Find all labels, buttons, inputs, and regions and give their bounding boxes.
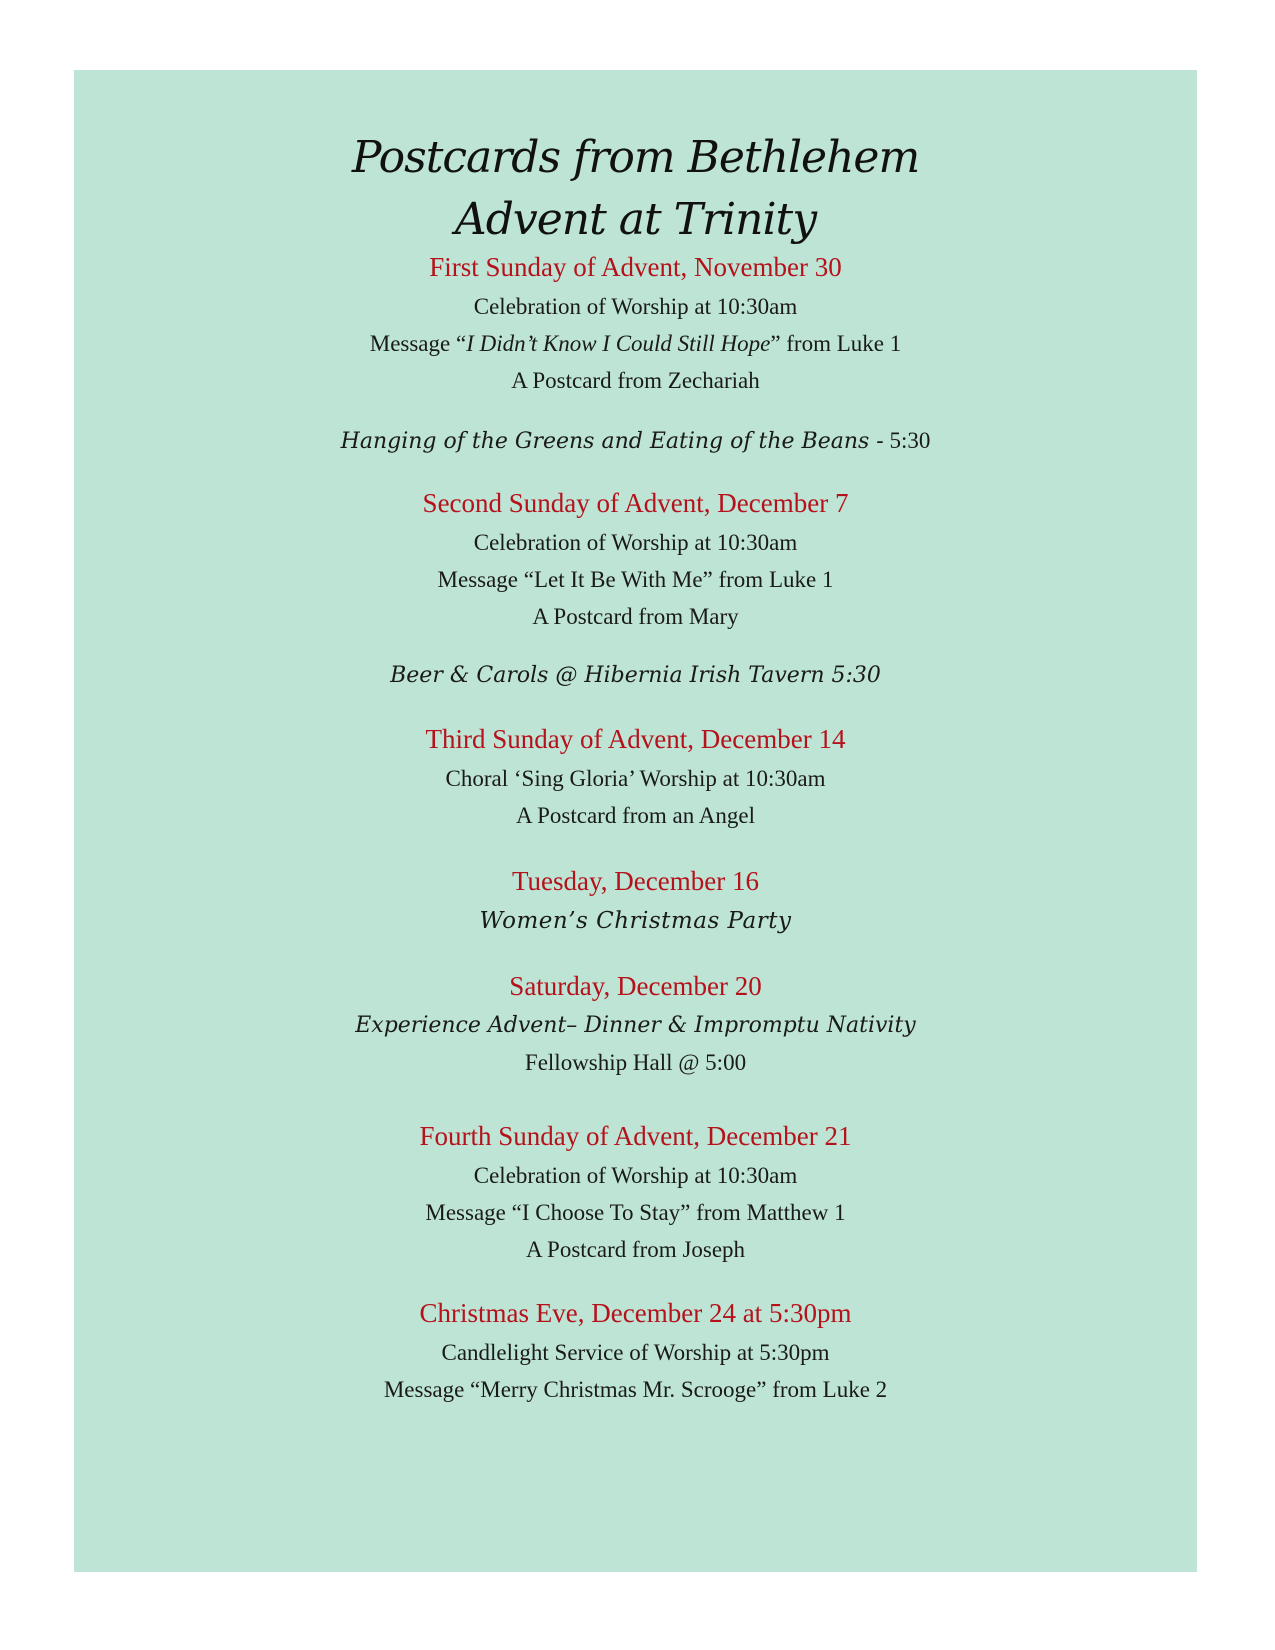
week4-worship: Celebration of Worship at 10:30am [473,1163,798,1188]
saturday-event: Experience Advent– Dinner & Impromptu Nativity [355,1013,916,1038]
title-line-2: Advent at Trinity [454,194,817,245]
flyer-panel [74,70,1197,1572]
week2-message: Message “Let It Be With Me” from Luke 1 [437,567,834,592]
week3-heading: Third Sunday of Advent, December 14 [425,724,846,754]
week1-event-time: 5:30 [883,428,931,453]
week4-message: Message “I Choose To Stay” from Matthew 1 [425,1200,846,1225]
title-line-1: Postcards from Bethlehem [351,132,920,183]
week4-heading: Fourth Sunday of Advent, December 21 [419,1121,852,1151]
saturday-heading: Saturday, December 20 [509,971,762,1001]
week3-postcard: A Postcard from an Angel [516,803,755,828]
week1-message-prefix: Message “ [369,331,467,356]
week1-message-suffix: ” from Luke 1 [770,331,902,356]
christmas-eve-message: Message “Merry Christmas Mr. Scrooge” from Luke 2 [383,1377,888,1402]
week2-event: Beer & Carols @ Hibernia Irish Tavern 5:30 [390,663,881,688]
week1-heading: First Sunday of Advent, November 30 [429,252,842,282]
week1-message-title: I Didn’t Know I Could Still Hope [466,331,771,356]
christmas-eve-heading: Christmas Eve, December 24 at 5:30pm [419,1298,852,1328]
week4-postcard: A Postcard from Joseph [525,1237,746,1262]
week2-postcard: A Postcard from Mary [532,604,739,629]
tuesday-heading: Tuesday, December 16 [512,866,759,896]
week1-message [74,329,1197,359]
week1-postcard: A Postcard from Zechariah [511,368,760,393]
christmas-eve-service: Candlelight Service of Worship at 5:30pm [441,1340,830,1365]
week3-worship: Choral ‘Sing Gloria’ Worship at 10:30am [445,766,826,791]
saturday-location: Fellowship Hall @ 5:00 [524,1050,747,1075]
week1-event [74,426,1197,457]
week1-event-name: Hanging of the Greens and Eating of the Beans - [340,429,884,454]
week1-worship: Celebration of Worship at 10:30am [473,294,798,319]
tuesday-event: Women’s Christmas Party [479,908,792,934]
week2-heading: Second Sunday of Advent, December 7 [422,488,849,518]
week2-worship: Celebration of Worship at 10:30am [473,530,798,555]
